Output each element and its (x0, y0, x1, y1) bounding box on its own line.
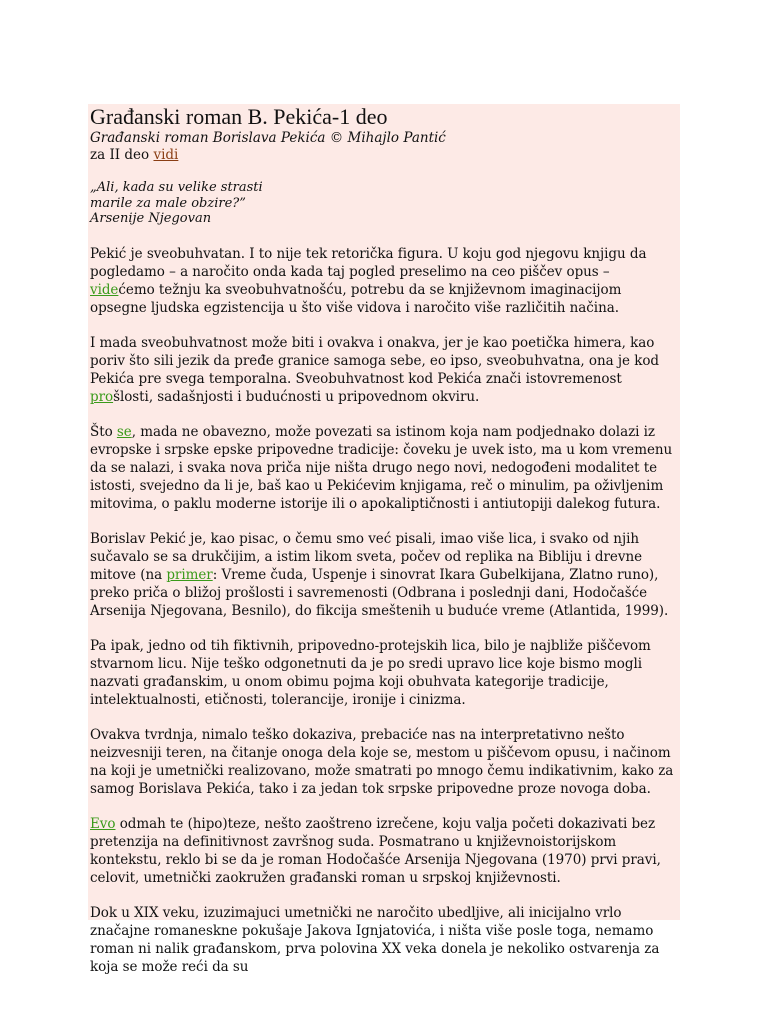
paragraph-text: ćemo težnju ka sveobuhvatnošću, potrebu da se književnom imaginacijom opsegne ljudska egzistencija u što više vidova i naročito više različitih načina. (90, 281, 622, 316)
paragraph-text: Borislav Pekić je, kao pisac, o čemu smo već pisali, imao više lica, i svako od njih sučavalo se sa drukčijim, a istim likom sveta, počev od replika na Bibliju i drevne mitove (na (90, 530, 643, 583)
epigraph (90, 180, 678, 227)
vidi-link[interactable]: vidi (153, 147, 179, 163)
paragraph (90, 726, 678, 798)
inline-link[interactable]: se (116, 423, 132, 440)
paragraph-text: , mada ne obavezno, može povezati sa istinom koja nam podjednako dolazi iz evropske i srpske epske pripovedne tradicije: čoveku je uvek isto, ma u kom vremenu da se nalazi, i svaka nova priča nije ništa drugo nego novi, nedogođeni modalitet te istosti, svejedno da li je, baš kao u Pekićevim knjigama, reč o minulim, pa oživljenim mitovima, o paklu moderne istorije ili o apokaliptičnosti i antiutopiji dalekog futura. (90, 423, 673, 512)
continuation-prefix: za II deo (90, 147, 154, 163)
paragraph (90, 904, 678, 976)
inline-link[interactable]: vide (90, 281, 119, 298)
paragraph (90, 530, 678, 620)
paragraph-text: Što (90, 423, 117, 440)
document-title: Građanski roman B. Pekića-1 deo (90, 104, 388, 129)
paragraph (90, 637, 678, 709)
document-subtitle: Građanski roman Borislava Pekića © Mihajlo Pantić (90, 130, 446, 146)
paragraph-text: : Vreme čuda, Uspenje i sinovrat Ikara Gubelkijana, Zlatno runo), preko priča o bližoj prošlosti i savremenosti (Odbrana i poslednji dani, Hodočašće Arsenija Njegovana, Besnilo), do fikcija smeštenih u buduće vreme (Atlantida, 1999). (90, 566, 669, 619)
inline-link[interactable]: pro (90, 388, 114, 405)
document-page (88, 104, 680, 975)
epigraph-line: „Ali, kada su velike strasti (90, 180, 263, 195)
paragraph-text: šlosti, sadašnjosti i budućnosti u pripovednom okviru. (113, 388, 480, 405)
epigraph-author: Arsenije Njegovan (90, 211, 212, 226)
paragraph-text: Pekić je sveobuhvatan. I to nije tek retorička figura. U koju god njegovu knjigu da pogledamo – a naročito onda kada taj pogled preselimo na ceo piščev opus – (90, 245, 647, 280)
paragraph (90, 423, 678, 513)
paragraph-text: Pa ipak, jedno od tih fiktivnih, pripovedno-protejskih lica, bilo je najbliže piščevom stvarnom licu. Nije teško odgonetnuti da je po sredi upravo lice koje bismo mogli nazvati građanskim, u onom obimu pojma koji obuhvata kategorije tradicije, intelektualnosti, etičnosti, tolerancije, ironije i cinizma. (90, 637, 651, 708)
document-body (88, 104, 680, 976)
paragraph-text: I mada sveobuhvatnost može biti i ovakva i onakva, jer je kao poetička himera, kao poriv što sili jezik da pređe granice samoga sebe, eo ipso, sveobuhvatna, ona je kod Pekića pre svega temporalna. Sveobuhvatnost kod Pekića znači istovremenost (90, 334, 659, 387)
paragraph (90, 334, 678, 406)
inline-link[interactable]: primer (166, 566, 213, 583)
continuation-line (90, 147, 678, 164)
paragraph (90, 245, 678, 317)
paragraph-text: Dok u XIX veku, izuzimajuci umetnički ne naročito ubedljive, ali inicijalno vrlo značajne romaneskne pokušaje Jakova Ignjatovića, i ništa više posle toga, nemamo roman ni nalik građanskom, prva polovina XX veka donela je nekoliko ostvarenja za koja se može reći da su (90, 904, 660, 975)
paragraph-text: odmah te (hipo)teze, nešto zaoštreno izrečene, koju valja početi dokazivati bez pretenzija na definitivnost završnog suda. Posmatrano u književnoistorijskom kontekstu, reklo bi se da je roman Hodočašće Arsenija Njegovana (1970) prvi pravi, celovit, umetnički zaokružen građanski roman u srpskoj književnosti. (90, 815, 661, 886)
epigraph-line: marile za male obzire?” (90, 195, 246, 211)
paragraph (90, 815, 678, 887)
paragraph-text: Ovakva tvrdnja, nimalo teško dokaziva, prebaciće nas na interpretativno nešto neizvesniji teren, na čitanje onoga dela koje se, mestom u piščevom opusu, i načinom na koji je umetnički realizovano, može smatrati po mnogo čemu indikativnim, kako za samog Borislava Pekića, tako i za jedan tok srpske pripovedne proze novoga doba. (90, 726, 674, 797)
article-text (90, 245, 678, 976)
inline-link[interactable]: Evo (90, 815, 116, 832)
